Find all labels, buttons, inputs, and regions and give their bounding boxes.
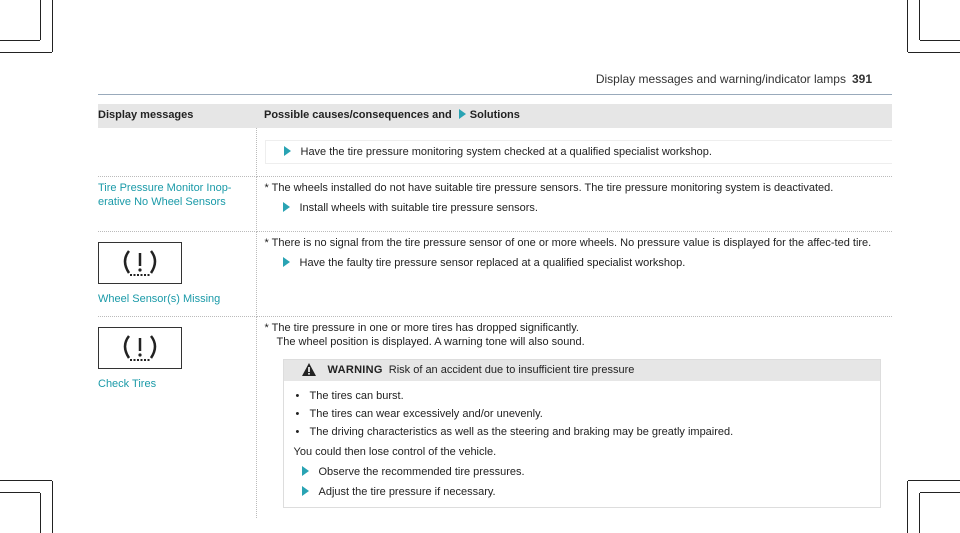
cause-text: * There is no signal from the tire pressure sensor of one or more wheels. No pressure value is displayed for the affec-ted tire. — [264, 237, 872, 249]
header-display-messages: Display messages — [98, 104, 256, 128]
warning-triangle-icon — [302, 363, 316, 380]
crop-mark — [40, 493, 41, 533]
arrow-right-icon — [283, 257, 290, 267]
list-item: • The driving characteristics as well as the steering and braking may be greatly impaired. — [294, 425, 870, 439]
warning-text: You could then lose control of the vehicle. — [293, 446, 497, 458]
list-item: • The tires can burst. — [294, 389, 870, 403]
crop-mark — [0, 492, 40, 493]
warning-body — [284, 381, 880, 507]
crop-mark — [908, 52, 960, 53]
crop-mark — [0, 40, 40, 41]
display-message-text: Tire Pressure Monitor Inop-erative No Wheel Sensors — [98, 182, 232, 208]
message-cell — [98, 177, 256, 232]
arrow-right-icon — [283, 202, 290, 212]
tire-pressure-warning-icon — [98, 327, 182, 369]
table-row — [98, 177, 892, 232]
crop-mark — [919, 493, 920, 533]
solution-step: Have the tire pressure monitoring system checked at a qualified specialist workshop. — [265, 140, 893, 164]
solution-step: Adjust the tire pressure if necessary. — [294, 485, 870, 499]
table-header-row — [98, 104, 892, 128]
display-message-text: Check Tires — [98, 378, 157, 390]
crop-mark — [40, 0, 41, 40]
warning-label: WARNING — [327, 364, 383, 376]
solution-step: Have the faulty tire pressure sensor replaced at a qualified specialist workshop. — [265, 256, 893, 270]
cause-cell — [256, 317, 892, 519]
crop-mark — [0, 52, 52, 53]
header-causes-solutions: Possible causes/consequences and Solutions — [256, 104, 892, 128]
arrow-right-icon — [459, 109, 466, 119]
message-cell — [98, 317, 256, 519]
crop-mark — [0, 480, 52, 481]
crop-mark — [52, 0, 53, 52]
message-cell — [98, 232, 256, 317]
crop-mark — [907, 481, 908, 533]
table-row — [98, 128, 892, 177]
display-message-text: Wheel Sensor(s) Missing — [98, 293, 221, 305]
warning-title: Risk of an accident due to insufficient tire pressure — [388, 364, 635, 376]
table-row — [98, 317, 892, 519]
tire-pressure-warning-icon — [98, 242, 182, 284]
messages-table — [98, 104, 892, 518]
solution-step: Observe the recommended tire pressures. — [294, 465, 870, 479]
arrow-right-icon — [284, 146, 291, 156]
crop-mark — [920, 492, 960, 493]
warning-header — [284, 360, 880, 381]
crop-mark — [907, 0, 908, 52]
header-divider — [98, 94, 892, 95]
solution-step: Install wheels with suitable tire pressure sensors. — [265, 201, 893, 215]
crop-mark — [908, 480, 960, 481]
cause-text: The wheel position is displayed. A warning tone will also sound. — [276, 336, 585, 348]
message-cell — [98, 128, 256, 177]
arrow-right-icon — [302, 466, 309, 476]
cause-cell — [256, 128, 892, 177]
warning-box — [283, 359, 881, 508]
crop-mark — [919, 0, 920, 40]
page-header — [596, 72, 872, 86]
cause-text: * The wheels installed do not have suitable tire pressure sensors. The tire pressure monitoring system is deactivated. — [264, 182, 834, 194]
arrow-right-icon — [302, 486, 309, 496]
cause-cell — [256, 232, 892, 317]
list-item: • The tires can wear excessively and/or unevenly. — [294, 407, 870, 421]
table-row — [98, 232, 892, 317]
cause-cell — [256, 177, 892, 232]
crop-mark — [52, 481, 53, 533]
page-number: 391 — [851, 72, 872, 86]
cause-text: * The tire pressure in one or more tires has dropped significantly. — [264, 322, 579, 334]
crop-mark — [920, 40, 960, 41]
header-title: Display messages and warning/indicator lamps — [595, 72, 846, 86]
